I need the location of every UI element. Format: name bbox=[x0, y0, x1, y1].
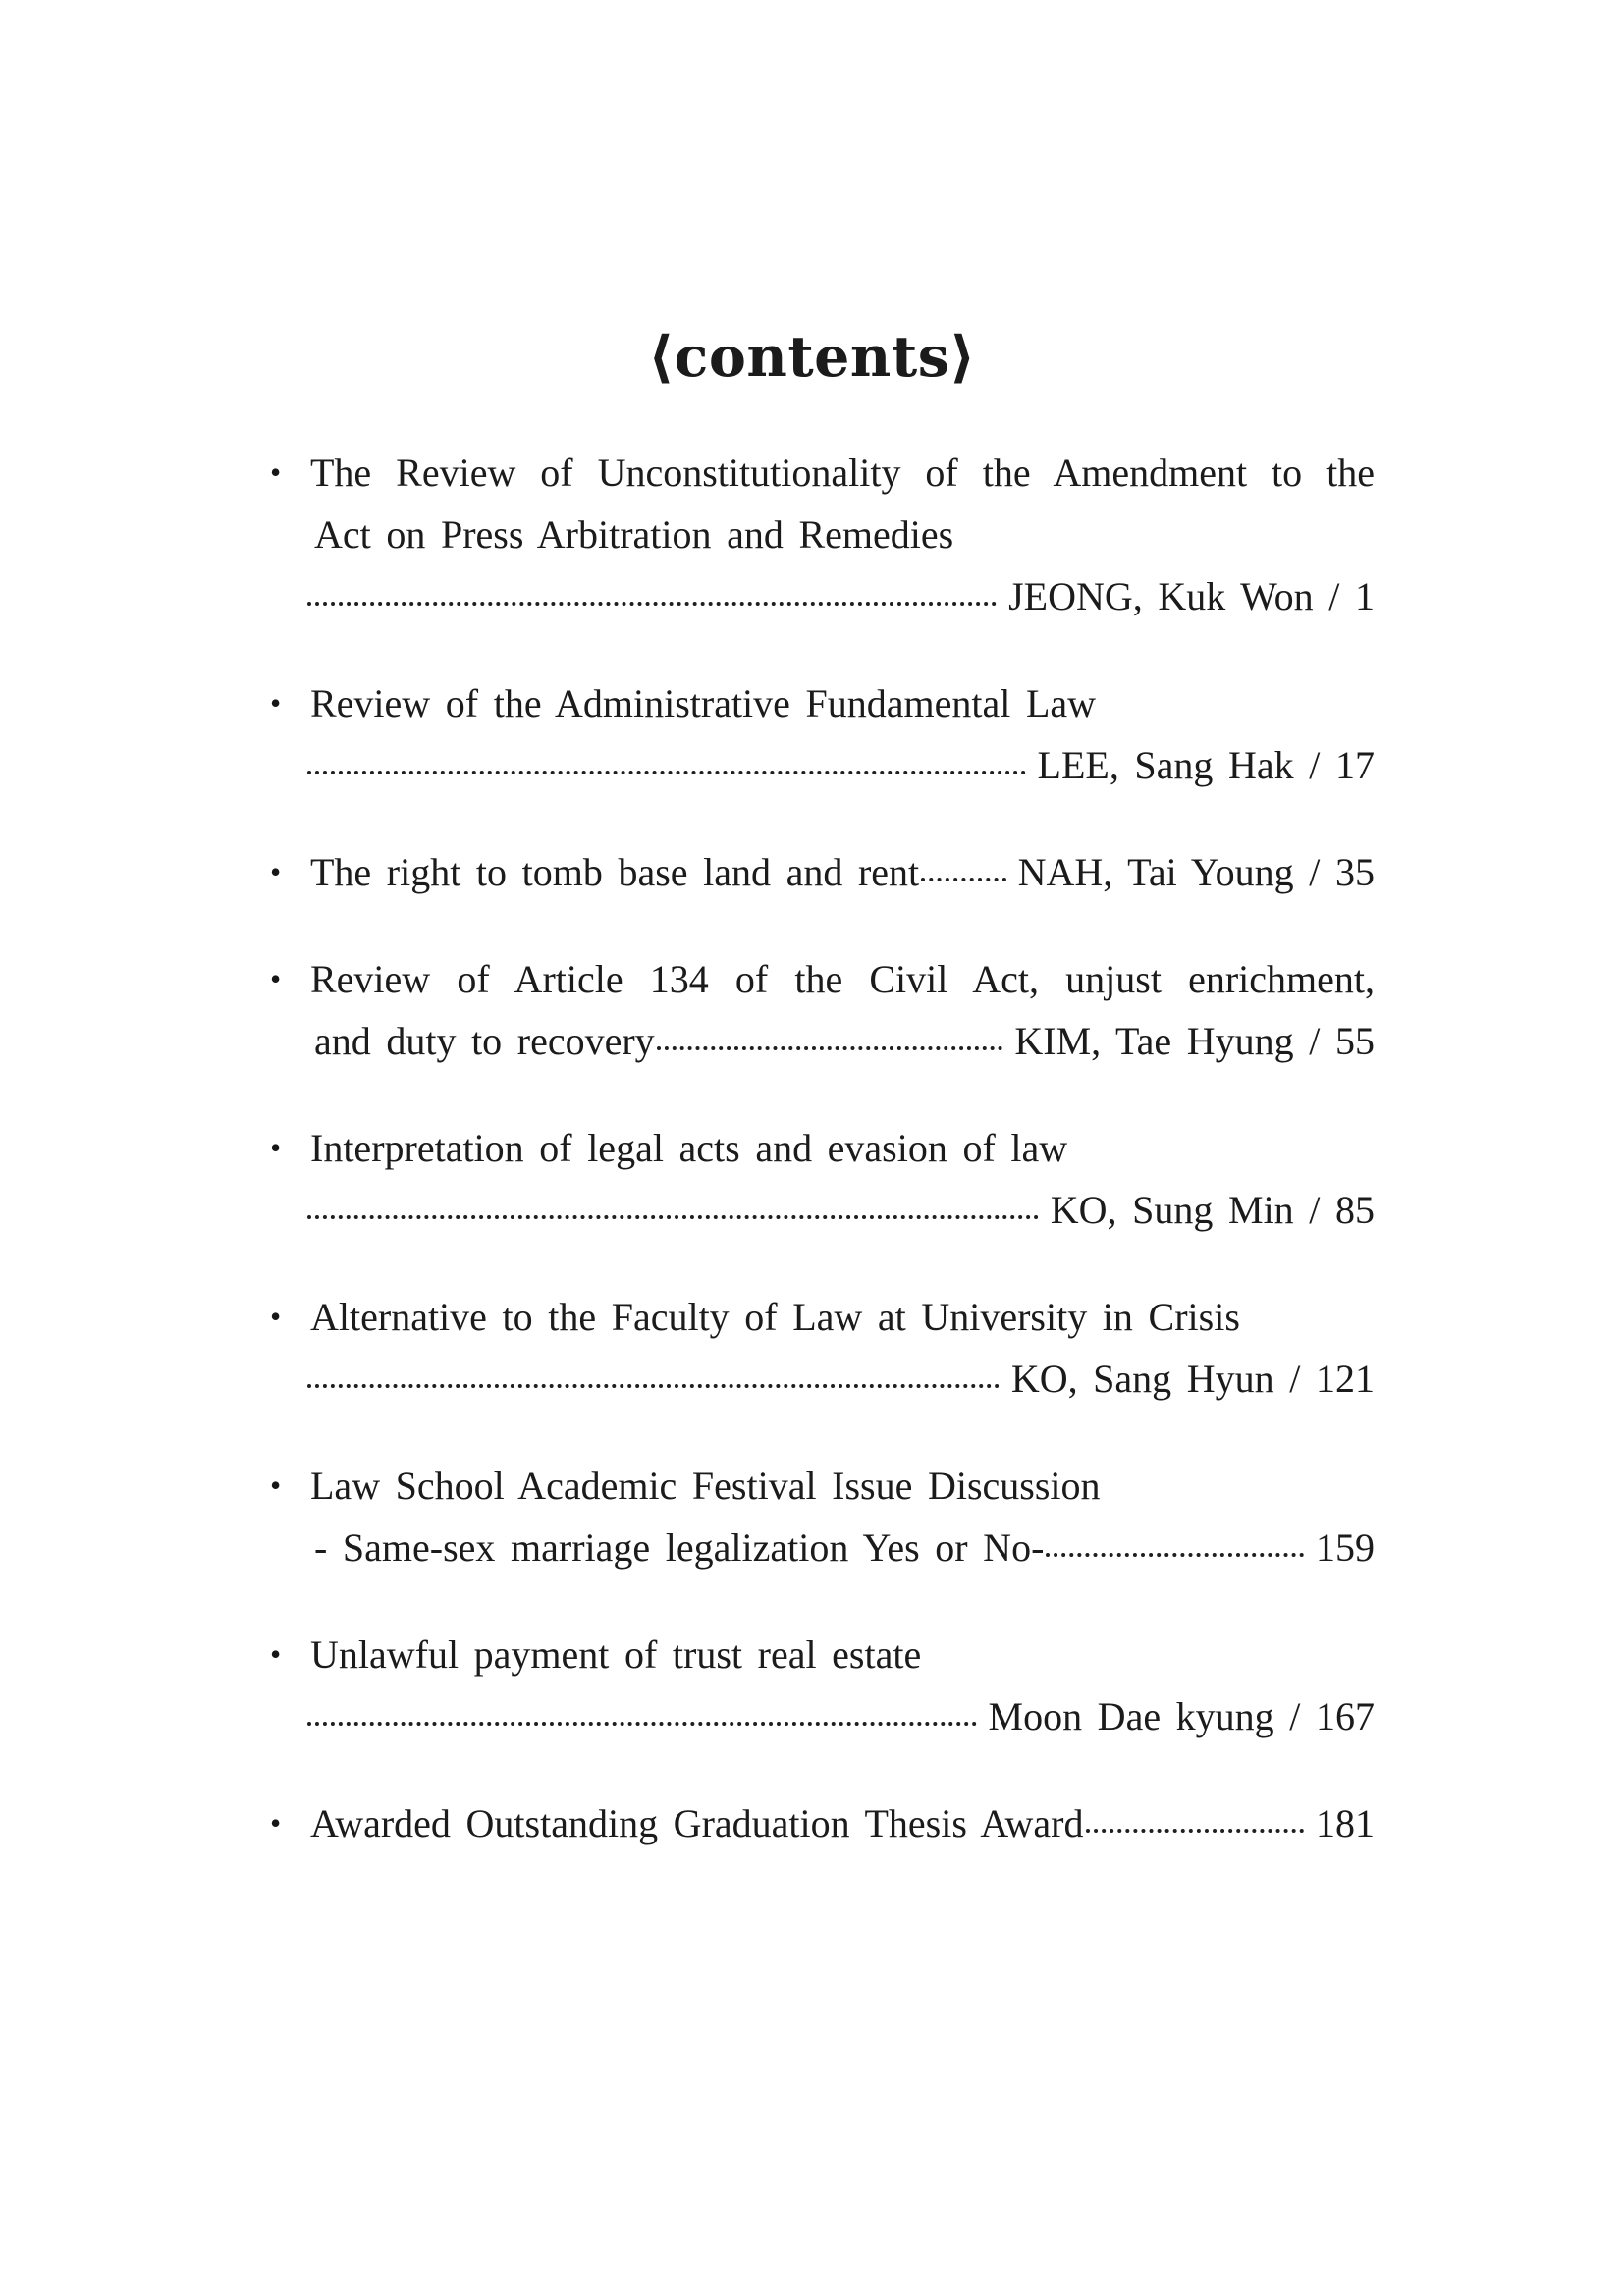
bullet-icon: • bbox=[270, 1299, 282, 1334]
entry-author-page: Moon Dae kyung / 167 bbox=[988, 1694, 1375, 1738]
bullet-icon: • bbox=[270, 1130, 282, 1165]
bullet-icon: • bbox=[270, 1468, 282, 1503]
toc-entry bbox=[268, 1286, 1375, 1410]
entry-title-text: - Same-sex marriage legalization Yes or No- bbox=[314, 1525, 1045, 1570]
bullet-icon: • bbox=[270, 854, 282, 889]
page-title: ⟨contents⟩ bbox=[648, 324, 976, 390]
entry-author-page: JEONG, Kuk Won / 1 bbox=[1008, 574, 1375, 618]
dot-leader bbox=[1046, 1553, 1304, 1557]
toc-entry bbox=[268, 1792, 1375, 1854]
entry-author-page: 181 bbox=[1316, 1801, 1375, 1845]
entry-title-text: The right to tomb base land and rent bbox=[310, 850, 920, 894]
entry-title-text: The Review of Unconstitutionality of the Amendment to the bbox=[310, 451, 1375, 495]
entry-title-line bbox=[268, 841, 1375, 903]
entry-title-text: Interpretation of legal acts and evasion of law bbox=[310, 1126, 1068, 1170]
bullet-icon: • bbox=[270, 1636, 282, 1672]
entry-reference-line bbox=[268, 1179, 1375, 1241]
toc-entry bbox=[268, 841, 1375, 903]
entry-title-text: Law School Academic Festival Issue Discussion bbox=[310, 1464, 1101, 1508]
entry-title-line bbox=[268, 1624, 1375, 1685]
entry-title-text: Unlawful payment of trust real estate bbox=[310, 1632, 922, 1677]
dot-leader bbox=[657, 1046, 1003, 1050]
toc-entry bbox=[268, 442, 1375, 627]
entry-title-line bbox=[268, 1792, 1375, 1854]
dot-leader bbox=[307, 771, 1026, 774]
toc-entry bbox=[268, 1455, 1375, 1578]
entry-reference-line bbox=[268, 1348, 1375, 1410]
entry-author-page: KO, Sung Min / 85 bbox=[1050, 1188, 1375, 1232]
entry-author-page: NAH, Tai Young / 35 bbox=[1017, 850, 1375, 894]
entry-title-line bbox=[268, 1455, 1375, 1517]
entry-title-line bbox=[268, 504, 1375, 565]
dot-leader bbox=[307, 1722, 977, 1726]
entry-reference-line bbox=[268, 565, 1375, 627]
entry-title-line bbox=[268, 1517, 1375, 1578]
dot-leader bbox=[307, 1215, 1039, 1219]
toc-entry bbox=[268, 1624, 1375, 1747]
entry-title-line bbox=[268, 1010, 1375, 1072]
bullet-icon: • bbox=[270, 454, 282, 490]
entry-title-text: Act on Press Arbitration and Remedies bbox=[314, 512, 954, 557]
toc-entry bbox=[268, 948, 1375, 1072]
dot-leader bbox=[921, 878, 1005, 881]
toc-entry bbox=[268, 672, 1375, 796]
dot-leader bbox=[1086, 1829, 1305, 1833]
entry-title-text: and duty to recovery bbox=[314, 1019, 655, 1063]
entry-reference-line bbox=[268, 1685, 1375, 1747]
entry-author-page: LEE, Sang Hak / 17 bbox=[1037, 743, 1375, 787]
entry-title-line bbox=[268, 1117, 1375, 1179]
entry-reference-line bbox=[268, 734, 1375, 796]
entry-title-text: Awarded Outstanding Graduation Thesis Award bbox=[310, 1801, 1084, 1845]
entry-author-page: KIM, Tae Hyung / 55 bbox=[1014, 1019, 1375, 1063]
entry-title-text: Review of Article 134 of the Civil Act, unjust enrichment, bbox=[310, 957, 1375, 1001]
entry-author-page: 159 bbox=[1316, 1525, 1375, 1570]
entry-author-page: KO, Sang Hyun / 121 bbox=[1010, 1357, 1375, 1401]
entry-title-text: Review of the Administrative Fundamental Law bbox=[310, 681, 1097, 725]
entry-title-line bbox=[268, 1286, 1375, 1348]
toc-list bbox=[268, 442, 1375, 1854]
entry-title-line bbox=[268, 672, 1375, 734]
toc-entry bbox=[268, 1117, 1375, 1241]
entry-title-line bbox=[268, 442, 1375, 504]
entry-title-line bbox=[268, 948, 1375, 1010]
bullet-icon: • bbox=[270, 685, 282, 721]
entry-title-text: Alternative to the Faculty of Law at University in Crisis bbox=[310, 1295, 1240, 1339]
dot-leader bbox=[307, 602, 997, 606]
bullet-icon: • bbox=[270, 961, 282, 996]
bullet-icon: • bbox=[270, 1805, 282, 1841]
dot-leader bbox=[307, 1384, 1000, 1388]
